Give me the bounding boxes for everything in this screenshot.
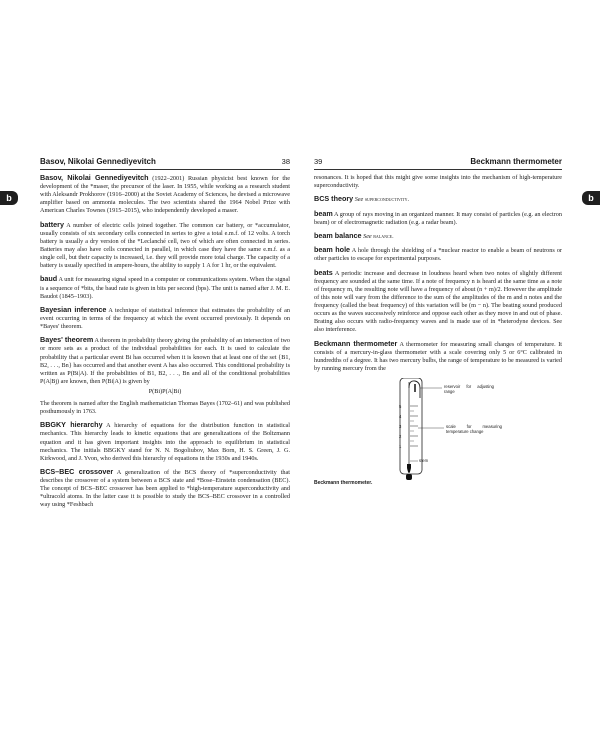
entry-beam-balance bbox=[314, 232, 562, 241]
right-header-rule bbox=[314, 169, 562, 170]
definition: A theorem in probability theory giving the probability of an intersection of two or more sets as a product of the individual probabilities for each. It is used to calculate the probability that a particular event Bi has occurred when it is known that at least one of the set {B1, B2, . . ., Bn} has occurred and that another event A has also occurred. This conditional probability is written as P(Bi|A). If the probabilities of B1, B2, . . ., Bn and all of the conditional probabilities P(A|Bj) are known, then P(Bi|A) is given by bbox=[40, 337, 291, 385]
entry-bayes-theorem-cont bbox=[40, 400, 290, 416]
scale-tick-2: 2 bbox=[399, 434, 402, 440]
right-page bbox=[300, 0, 600, 750]
entry-battery bbox=[40, 221, 290, 271]
definition: A hierarchy of equations for the distribution function in statistical mechanics. This hierarchy leads to kinetic equations that are generalizations of the Boltzmann equation and it has given important insights into the approach to equilibrium in statistical mechanics. The initials BBGKY stand for N. N. Bogoliubov, Max Born, H. S. Green, J. G. Kirkwood, and J. Yvon, who derived this hierarchy of equations in the 1930s and 1940s. bbox=[40, 422, 291, 462]
left-header-title: Basov, Nikolai Gennediyevitch bbox=[40, 157, 156, 166]
left-page-number: 38 bbox=[281, 157, 290, 166]
definition: A number of electric cells joined together. The common car battery, or *accumulator, usually consists of six secondary cells connected in series to give a total e.m.f. of 12 volts. A torch battery is usually a dry version of the *Leclanché cell, two of which are often connected in series. Batteries may also have cells connected in parallel, in which case they have the same e.m.f. as a single cell, but their capacity is increased, i.e. they will provide more total charge. The capacity of a battery is usually specified in ampere-hours, the ability to supply 1 A for 1 hr, or the equivalent. bbox=[40, 221, 290, 270]
entry-bayes-theorem bbox=[40, 336, 290, 386]
headword: Bayes' theorem bbox=[40, 335, 94, 345]
definition: A unit for measuring signal speed in a computer or communications system. When the signal is a sequence of *bits, the baud rate is given in bits per second (bps). The unit is named after J. M. E. Baudot (1845–1903). bbox=[40, 276, 290, 300]
entry-bcs-bec-crossover bbox=[40, 468, 290, 509]
headword: battery bbox=[40, 219, 64, 229]
entry-bayesian-inference bbox=[40, 306, 290, 331]
headword: beam hole bbox=[314, 245, 351, 255]
see-word: See bbox=[354, 196, 364, 204]
headword: beats bbox=[314, 267, 333, 277]
entry-basov bbox=[40, 174, 290, 215]
entry-beam bbox=[314, 210, 562, 227]
right-body bbox=[314, 174, 562, 487]
mercury-bulb bbox=[407, 464, 411, 473]
beckmann-thermometer-figure bbox=[314, 378, 562, 487]
thermometer-diagram bbox=[314, 378, 562, 483]
headword: Beckmann thermometer bbox=[314, 338, 398, 348]
entry-beats bbox=[314, 269, 562, 335]
scale-tick-4: 4 bbox=[399, 414, 402, 420]
see-word: See bbox=[363, 233, 372, 241]
headword: BCS theory bbox=[314, 194, 354, 204]
lower-bulb bbox=[406, 474, 412, 480]
definition: A periodic increase and decrease in loudness heard when two notes of slightly different frequency are sounded at the same time. If a note of frequency n is heard at the same time as a note of frequency m, the resulting note will have a frequency of about (n + m)/2. However the amplitude of this note will vary from the difference to the sum of the amplitudes of the m and n notes and the frequency (called the beat frequency) of this variation will be (m − n). The beating sound produced occurs as the waves successively reinforce and oppose each other as they move in and out of phase. Brating also occurs with radio-frequency waves and is made use of in *heterodyne devices. See also interference. bbox=[314, 269, 562, 334]
scale-tick-5: 5 bbox=[399, 404, 402, 410]
right-header-title: Beckmann thermometer bbox=[470, 157, 562, 166]
scale-label: scale for measuring temperature change bbox=[446, 424, 502, 435]
left-thumb-tab: b bbox=[0, 191, 18, 205]
headword: BBGKY hierarchy bbox=[40, 420, 103, 430]
left-header-rule bbox=[40, 169, 290, 170]
left-body bbox=[40, 174, 290, 515]
figure-caption: Beckmann thermometer. bbox=[314, 480, 373, 487]
continuation-text: resonances. It is hoped that this might give some insights into the mechanism of high-temperature superconductivity. bbox=[314, 174, 562, 190]
entry-bcs-theory bbox=[314, 195, 562, 204]
definition: (1922–2001) Russian physicist best known for the development of the *maser, the precursor of the laser. In 1955, while working as a research student with Aleksandr Prokhorov (1916–2000) at the Soviet Academy of Sciences, he devised a microwave amplifier based on ammonia molecules. The two scientists shared the 1964 Nobel Prize with American Charles Townes (1915–2015), who independently developed a maser. bbox=[40, 175, 290, 215]
headword: beam bbox=[314, 208, 333, 218]
definition: A group of rays moving in an organized manner. It may consist of particles (e.g. an electron beam) or of electromagnetic radiation (e.g. a radar beam). bbox=[314, 210, 562, 226]
headword: Basov, Nikolai Gennediyevitch bbox=[40, 173, 149, 182]
right-thumb-tab: b bbox=[582, 191, 600, 205]
cross-reference: balance. bbox=[373, 234, 394, 241]
stem-label: stem bbox=[419, 458, 429, 464]
headword: baud bbox=[40, 274, 58, 284]
entry-bbgky-hierarchy bbox=[40, 421, 290, 462]
cross-reference: superconductivity. bbox=[364, 197, 409, 204]
reservoir-label: reservoir for adjusting range bbox=[444, 384, 494, 395]
scale-ticks bbox=[410, 406, 418, 446]
definition: A hole through the shielding of a *nuclear reactor to enable a beam of neutrons or other particles to escape for experimental purposes. bbox=[314, 247, 562, 263]
entry-beckmann-thermometer bbox=[314, 340, 562, 373]
entry-baud bbox=[40, 275, 290, 300]
definition: A generalization of the BCS theory of *superconductivity that describes the crossover of a system between a BCS state and *Bose–Einstein condensation (BEC). The concept of BCS–BEC crossover has been applied to *high-temperature superconductivity and *ultracold atoms. In the latter case it is possible to study the BCS–BEC crossover in a controlled way using *Feshbach bbox=[40, 469, 290, 509]
bayes-formula: P(Bi)P(A|Bi) bbox=[148, 387, 182, 395]
headword: Bayesian inference bbox=[40, 304, 107, 314]
headword: beam balance bbox=[314, 231, 362, 241]
definition: The theorem is named after the English mathematician Thomas Bayes (1702–61) and was published posthumously in 1763. bbox=[40, 400, 290, 416]
headword: BCS–BEC crossover bbox=[40, 467, 114, 477]
definition: A thermometer for measuring small changes of temperature. It consists of a mercury-in-glass thermometer with a scale covering only 5 or 6°C calibrated in hundredths of a degree. It has two mercury bulbs, the range of temperature to be measured is varied by running mercury from the bbox=[314, 340, 562, 372]
scale-tick-3: 3 bbox=[399, 424, 402, 430]
definition: A technique of statistical inference that estimates the probability of an event occurring in terms of the frequency at which the event occurred previously. It depends on *Bayes' theorem. bbox=[40, 306, 290, 331]
right-page-number: 39 bbox=[314, 157, 323, 166]
scale-tick-1: 1 bbox=[399, 444, 402, 450]
entry-beam-hole bbox=[314, 246, 562, 263]
